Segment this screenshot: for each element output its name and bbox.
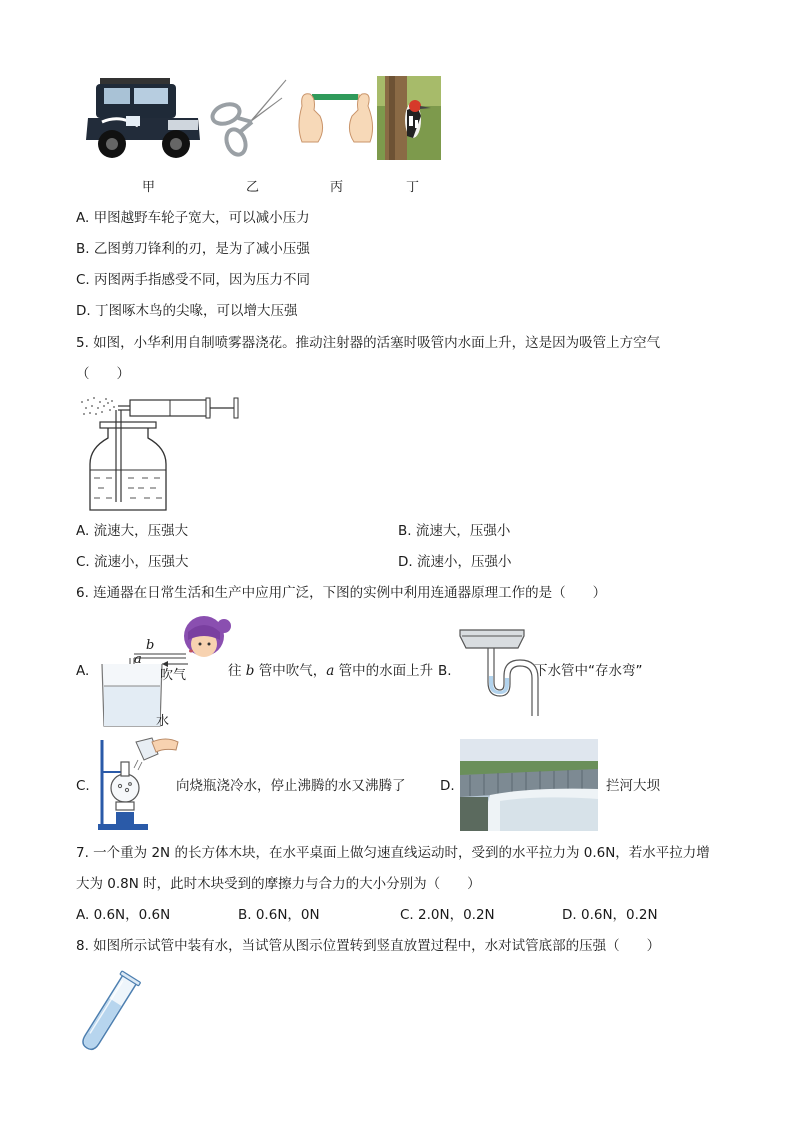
- q6-stem: 6. 连通器在日常生活和生产中应用广泛，下图的实例中利用连通器原理工作的是（ ）: [76, 585, 607, 601]
- q6-option-d-text: 拦河大坝: [606, 778, 660, 794]
- q6-option-b-text: 下水管中“存水弯”: [534, 663, 643, 679]
- q6-option-a-text: [228, 662, 433, 680]
- q7-option-b: B. 0.6N，0N: [238, 907, 320, 923]
- q6-a-label-b: b: [146, 638, 155, 653]
- q7-stem-line1: 7. 一个重为 2N 的长方体木块，在水平桌面上做匀速直线运动时，受到的水平拉力为 0.6N，若水平拉力增: [76, 845, 710, 861]
- q6-a-label-blow: 吹气: [160, 668, 187, 683]
- q4-option-b: B. 乙图剪刀锋利的刃，是为了减小压强: [76, 241, 310, 257]
- q5-option-c: C. 流速小，压强大: [76, 554, 189, 570]
- q6-option-d-letter: D.: [440, 778, 455, 794]
- sprayer-diagram: [78, 394, 242, 512]
- q5-stem-line2: （ ）: [76, 366, 130, 382]
- q8-stem: 8. 如图所示试管中装有水，当试管从图示位置转到竖直放置过程中，水对试管底部的压强（ ）: [76, 938, 661, 954]
- test-tube-diagram: [76, 970, 140, 1058]
- q6-d-dam-photo: [460, 739, 598, 831]
- offroad-vehicle-image: [82, 74, 204, 162]
- q6-c-flask-stand-diagram: [92, 736, 182, 834]
- caption-yi: 乙: [246, 180, 260, 195]
- q7-stem-line2: 大为 0.8N 时，此时木块受到的摩擦力与合力的大小分别为（ ）: [76, 876, 481, 892]
- q6-option-c-letter: C.: [76, 778, 90, 794]
- scissors-image: [210, 78, 288, 158]
- q7-option-d: D. 0.6N，0.2N: [562, 907, 658, 923]
- q6-a-text-post: 管中的水面上升: [334, 663, 434, 679]
- woodpecker-image: [377, 76, 441, 160]
- q6-option-c-text: 向烧瓶浇冷水，停止沸腾的水又沸腾了: [176, 778, 406, 794]
- q5-stem-line1: 5. 如图，小华利用自制喷雾器浇花。推动注射器的活塞时吸管内水面上升，这是因为吸管上方空气: [76, 335, 661, 351]
- q5-option-d: D. 流速小，压强小: [398, 554, 512, 570]
- q6-a-label-a: a: [134, 652, 142, 667]
- q6-a-text-mid: 管中吹气，: [254, 663, 327, 679]
- q4-option-d: D. 丁图啄木鸟的尖喙，可以增大压强: [76, 303, 298, 319]
- q6-option-a-letter: A.: [76, 663, 90, 679]
- q5-option-b: B. 流速大，压强小: [398, 523, 511, 539]
- q6-option-b-letter: B.: [438, 663, 452, 679]
- q6-a-text-b: b: [245, 663, 255, 679]
- caption-jia: 甲: [142, 180, 156, 195]
- q6-a-text-a: a: [326, 663, 335, 679]
- q4-option-c: C. 丙图两手指感受不同，因为压力不同: [76, 272, 311, 288]
- q4-option-a: A. 甲图越野车轮子宽大，可以减小压力: [76, 210, 310, 226]
- q6-b-drain-trap-diagram: [458, 626, 538, 718]
- q5-option-a: A. 流速大，压强大: [76, 523, 189, 539]
- caption-bing: 丙: [330, 180, 344, 195]
- q7-option-a: A. 0.6N，0.6N: [76, 907, 171, 923]
- q7-option-c: C. 2.0N，0.2N: [400, 907, 495, 923]
- q6-a-text-pre: 往: [228, 663, 246, 679]
- caption-ding: 丁: [406, 180, 420, 195]
- pencil-fingers-image: [296, 86, 376, 148]
- q6-a-label-water: 水: [156, 714, 170, 729]
